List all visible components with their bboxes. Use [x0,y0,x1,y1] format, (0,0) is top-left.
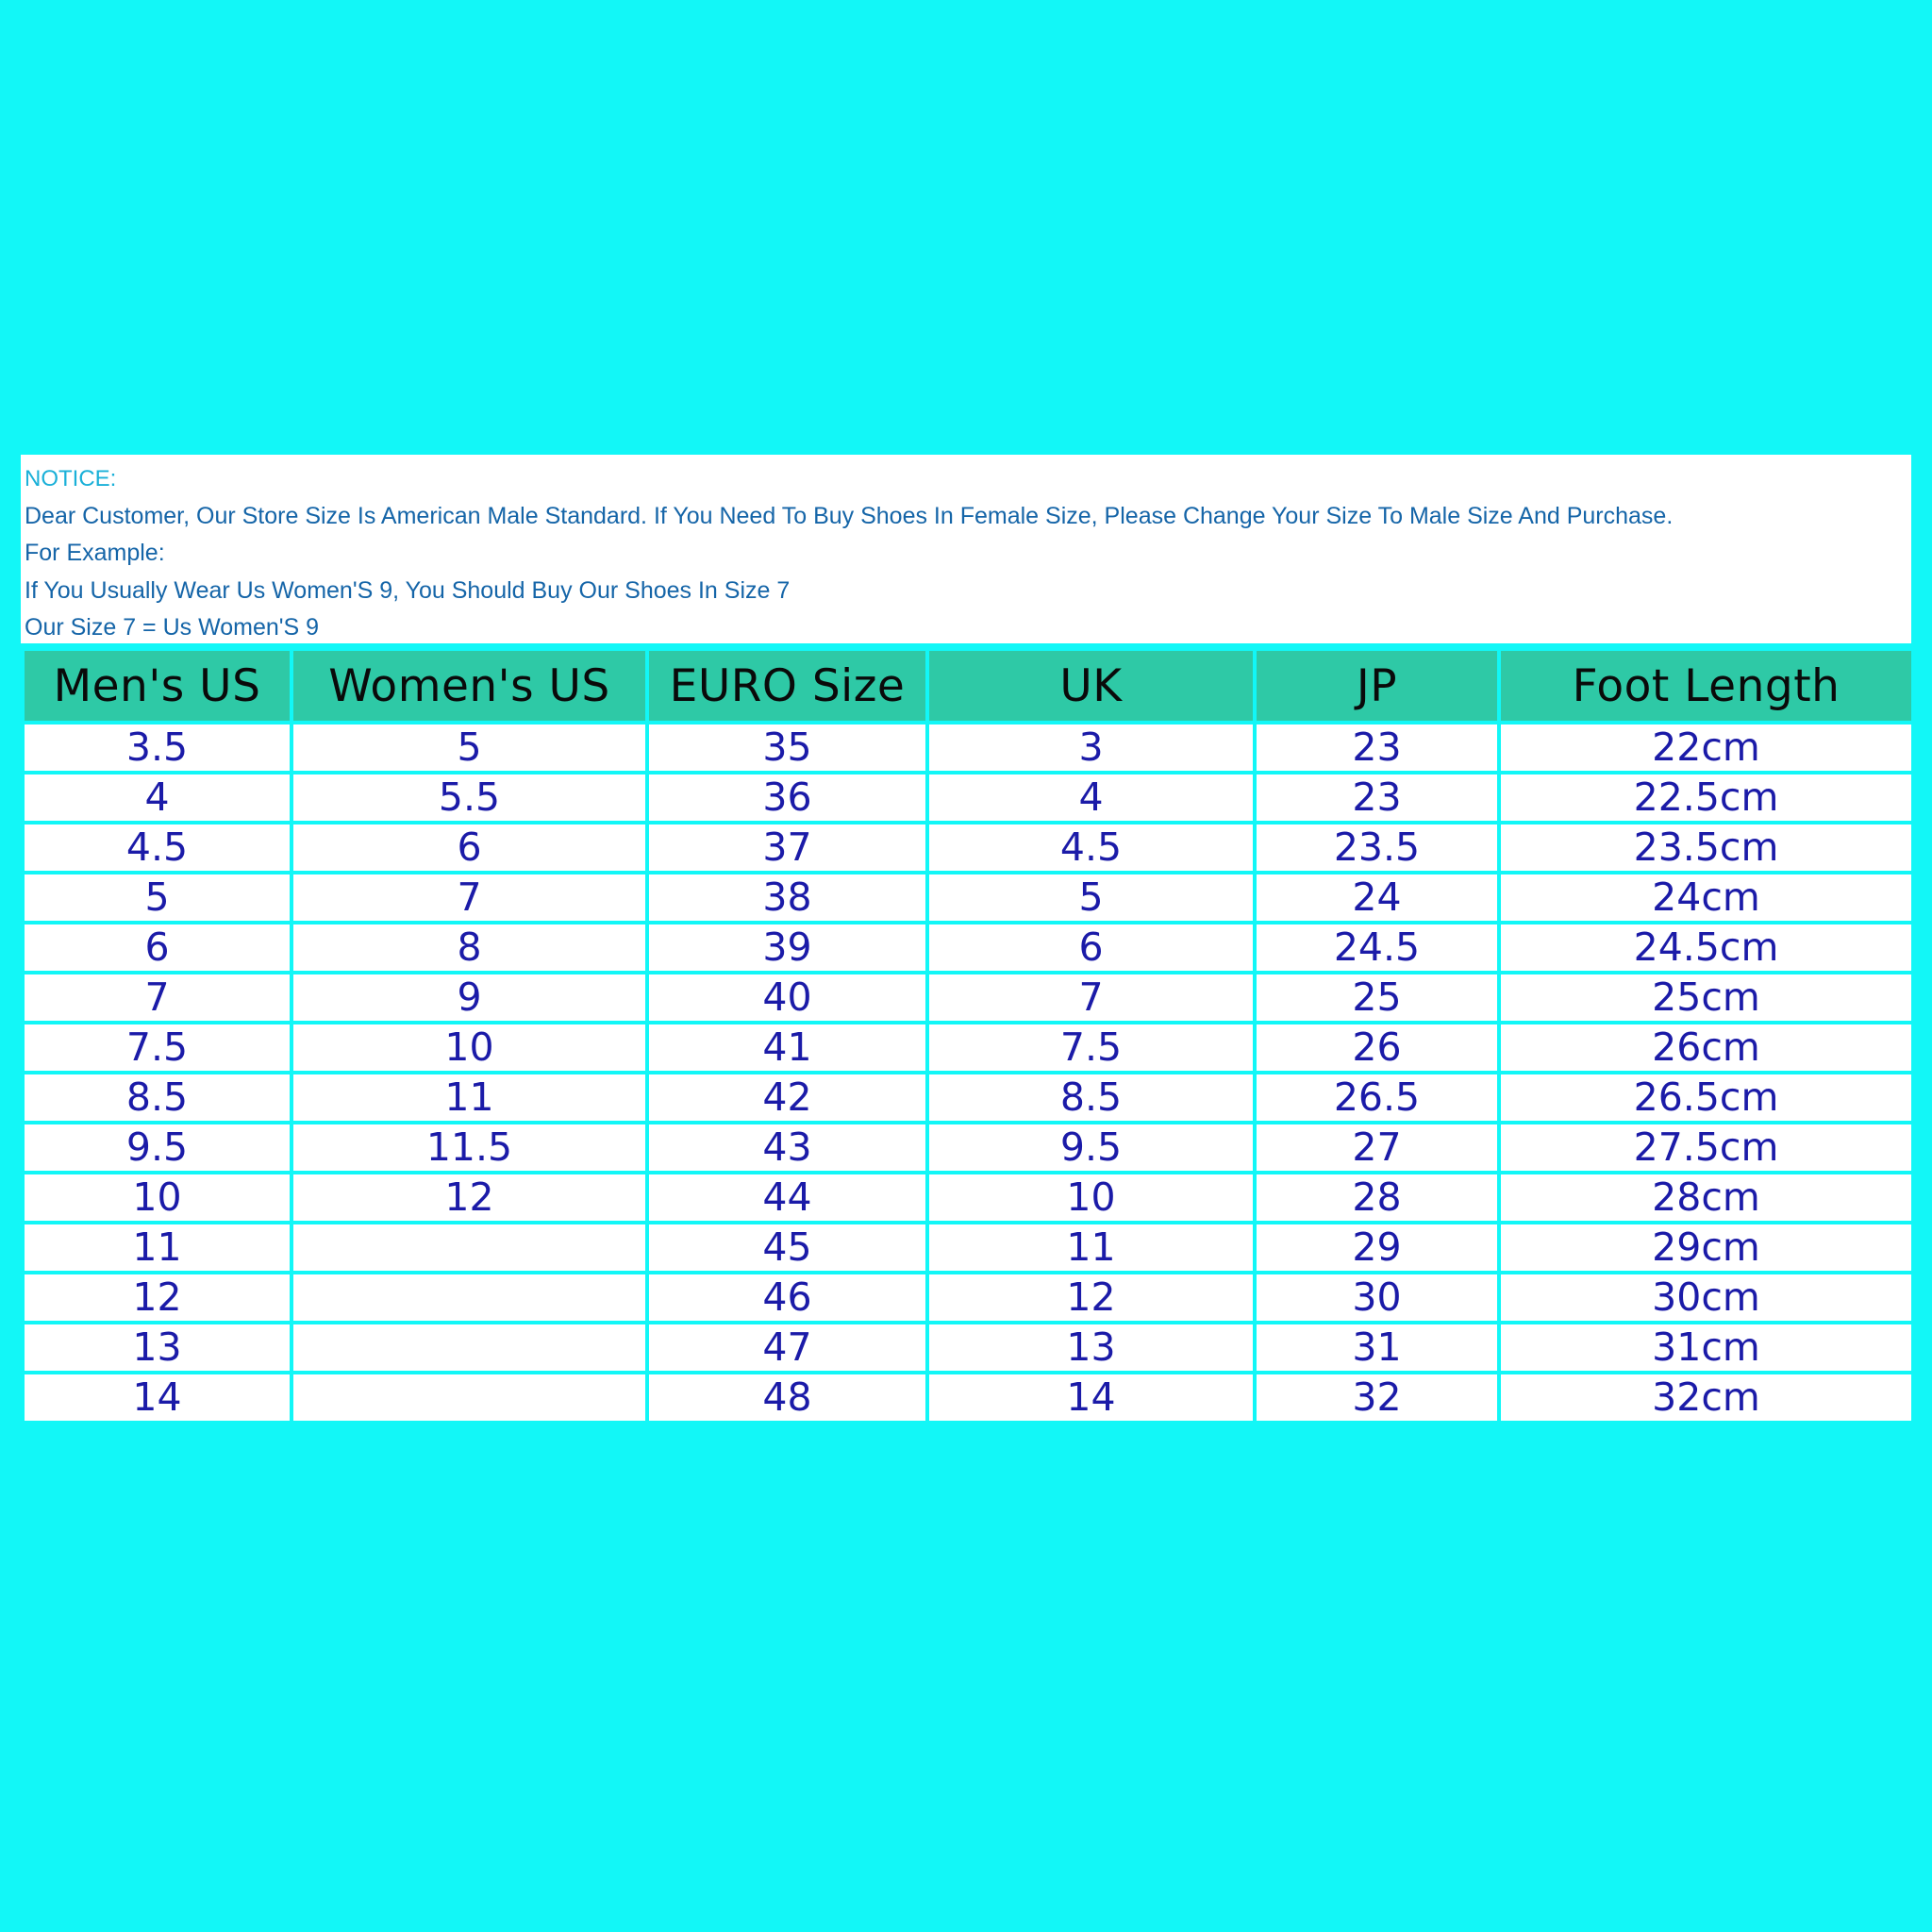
notice-box [21,455,1911,643]
table-row [23,973,1913,1023]
cell-jp: 28 [1255,1173,1499,1223]
cell-foot-length: 24.5cm [1499,923,1913,973]
cell-jp: 29 [1255,1223,1499,1273]
cell-mens-us: 13 [23,1323,291,1373]
cell-mens-us: 9.5 [23,1123,291,1173]
column-header-mens-us: Men's US [23,649,291,723]
cell-jp: 23 [1255,723,1499,773]
cell-foot-length: 22cm [1499,723,1913,773]
cell-uk: 10 [927,1173,1255,1223]
cell-foot-length: 23.5cm [1499,823,1913,873]
table-row [23,1173,1913,1223]
cell-jp: 26 [1255,1023,1499,1073]
notice-line-1: Dear Customer, Our Store Size Is American Male Standard. If You Need To Buy Shoes In Female Size, Please Change Your Size To Male Size And Purchase. [25,502,1674,529]
cell-womens-us: 8 [291,923,647,973]
column-header-womens-us: Women's US [291,649,647,723]
cell-mens-us: 6 [23,923,291,973]
cell-euro-size: 44 [647,1173,927,1223]
cell-mens-us: 3.5 [23,723,291,773]
cell-womens-us: 9 [291,973,647,1023]
cell-jp: 26.5 [1255,1073,1499,1123]
table-row [23,1273,1913,1323]
cell-womens-us [291,1273,647,1323]
cell-foot-length: 30cm [1499,1273,1913,1323]
table-row [23,1373,1913,1423]
cell-womens-us: 11.5 [291,1123,647,1173]
cell-euro-size: 37 [647,823,927,873]
cell-foot-length: 28cm [1499,1173,1913,1223]
cell-uk: 4 [927,773,1255,823]
cell-mens-us: 11 [23,1223,291,1273]
cell-mens-us: 8.5 [23,1073,291,1123]
table-row [23,1223,1913,1273]
cell-jp: 25 [1255,973,1499,1023]
cell-womens-us [291,1373,647,1423]
table-body [23,723,1913,1423]
cell-womens-us [291,1323,647,1373]
cell-foot-length: 24cm [1499,873,1913,923]
cell-jp: 23.5 [1255,823,1499,873]
size-table [21,647,1915,1424]
cell-womens-us: 5.5 [291,773,647,823]
column-header-jp: JP [1255,649,1499,723]
column-header-foot-length: Foot Length [1499,649,1913,723]
cell-uk: 7.5 [927,1023,1255,1073]
notice-label: NOTICE: [25,466,117,491]
cell-mens-us: 12 [23,1273,291,1323]
cell-uk: 12 [927,1273,1255,1323]
size-chart [21,455,1911,1424]
column-header-euro-size: EURO Size [647,649,927,723]
cell-womens-us: 7 [291,873,647,923]
cell-uk: 13 [927,1323,1255,1373]
cell-uk: 8.5 [927,1073,1255,1123]
cell-euro-size: 38 [647,873,927,923]
cell-womens-us: 12 [291,1173,647,1223]
cell-womens-us: 11 [291,1073,647,1123]
table-row [23,1323,1913,1373]
cell-foot-length: 22.5cm [1499,773,1913,823]
cell-mens-us: 5 [23,873,291,923]
cell-foot-length: 32cm [1499,1373,1913,1423]
cell-mens-us: 7 [23,973,291,1023]
cell-womens-us: 6 [291,823,647,873]
cell-uk: 11 [927,1223,1255,1273]
cell-jp: 27 [1255,1123,1499,1173]
table-header-row [23,649,1913,723]
cell-uk: 9.5 [927,1123,1255,1173]
cell-mens-us: 4.5 [23,823,291,873]
cell-mens-us: 10 [23,1173,291,1223]
notice-line-2: For Example: [25,540,165,566]
cell-jp: 30 [1255,1273,1499,1323]
column-header-uk: UK [927,649,1255,723]
cell-euro-size: 41 [647,1023,927,1073]
table-row [23,1073,1913,1123]
cell-euro-size: 42 [647,1073,927,1123]
cell-uk: 14 [927,1373,1255,1423]
table-row [23,1023,1913,1073]
cell-mens-us: 4 [23,773,291,823]
cell-foot-length: 26cm [1499,1023,1913,1073]
cell-euro-size: 48 [647,1373,927,1423]
cell-uk: 5 [927,873,1255,923]
cell-euro-size: 40 [647,973,927,1023]
table-row [23,773,1913,823]
table-row [23,923,1913,973]
cell-jp: 24.5 [1255,923,1499,973]
cell-euro-size: 35 [647,723,927,773]
cell-womens-us: 10 [291,1023,647,1073]
cell-euro-size: 36 [647,773,927,823]
cell-jp: 23 [1255,773,1499,823]
cell-euro-size: 46 [647,1273,927,1323]
cell-foot-length: 25cm [1499,973,1913,1023]
cell-foot-length: 26.5cm [1499,1073,1913,1123]
table-row [23,1123,1913,1173]
cell-euro-size: 43 [647,1123,927,1173]
cell-foot-length: 29cm [1499,1223,1913,1273]
cell-mens-us: 7.5 [23,1023,291,1073]
cell-jp: 31 [1255,1323,1499,1373]
cell-uk: 4.5 [927,823,1255,873]
cell-uk: 7 [927,973,1255,1023]
cell-euro-size: 47 [647,1323,927,1373]
cell-womens-us [291,1223,647,1273]
cell-euro-size: 39 [647,923,927,973]
notice-line-4: Our Size 7 = Us Women'S 9 [25,614,320,641]
table-row [23,823,1913,873]
cell-jp: 24 [1255,873,1499,923]
table-row [23,873,1913,923]
cell-womens-us: 5 [291,723,647,773]
cell-mens-us: 14 [23,1373,291,1423]
cell-uk: 6 [927,923,1255,973]
table-row [23,723,1913,773]
cell-foot-length: 27.5cm [1499,1123,1913,1173]
cell-jp: 32 [1255,1373,1499,1423]
cell-foot-length: 31cm [1499,1323,1913,1373]
cell-euro-size: 45 [647,1223,927,1273]
notice-line-3: If You Usually Wear Us Women'S 9, You Should Buy Our Shoes In Size 7 [25,576,791,604]
cell-uk: 3 [927,723,1255,773]
